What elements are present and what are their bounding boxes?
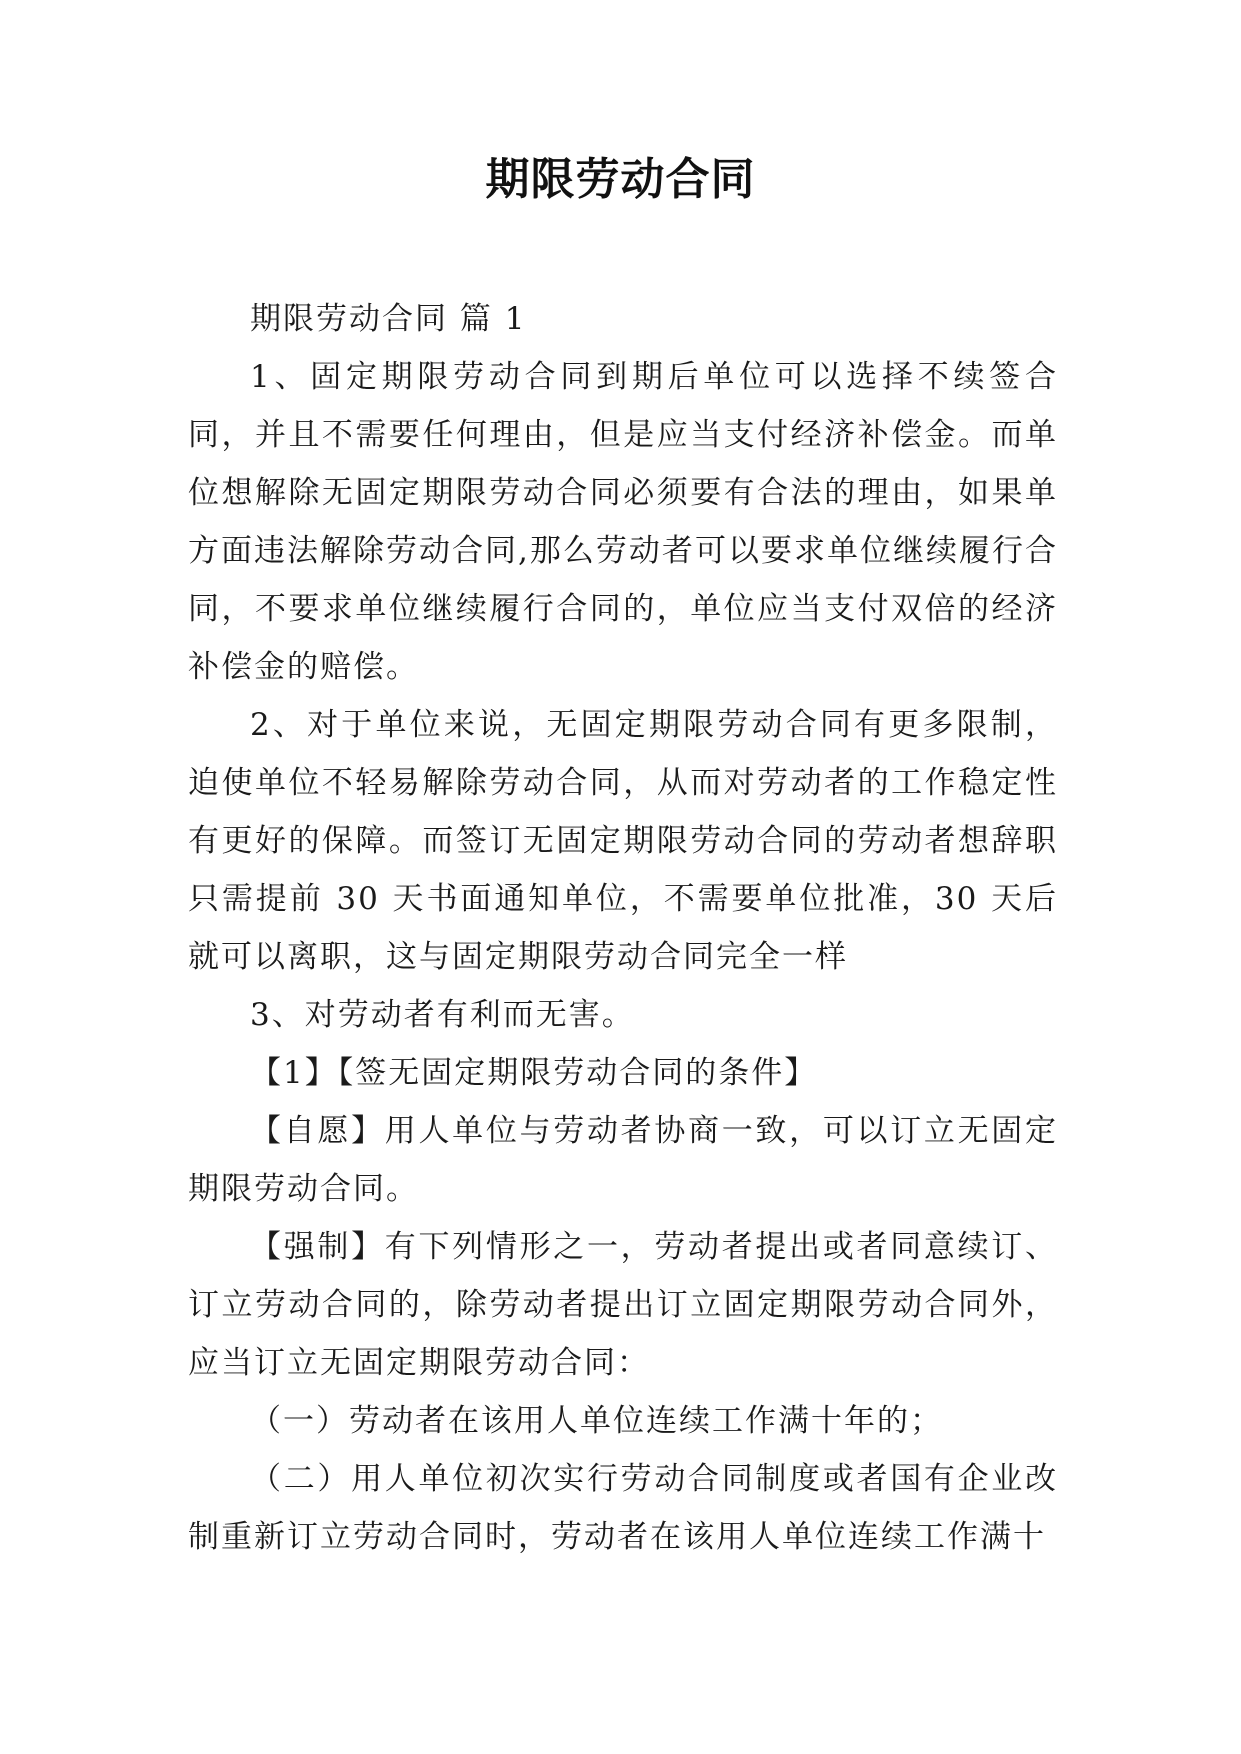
document-body (188, 290, 1058, 1566)
document-title: 期限劳动合同 (485, 154, 756, 205)
paragraph-1: 1、固定期限劳动合同到期后单位可以选择不续签合同，并且不需要任何理由，但是应当支付经济补偿金。而单位想解除无固定期限劳动合同必须要有合法的理由，如果单方面违法解除劳动合同,那么劳动者可以要求单位继续履行合同，不要求单位继续履行合同的，单位应当支付双倍的经济补偿金的赔偿。 (188, 359, 1058, 685)
mandatory-paragraph: 【强制】有下列情形之一，劳动者提出或者同意续订、订立劳动合同的，除劳动者提出订立固定期限劳动合同外，应当订立无固定期限劳动合同： (188, 1229, 1058, 1381)
condition-item-2: （二）用人单位初次实行劳动合同制度或者国有企业改制重新订立劳动合同时，劳动者在该用人单位连续工作满十 (188, 1461, 1058, 1555)
paragraph-3: 3、对劳动者有利而无害。 (250, 997, 635, 1033)
voluntary-paragraph: 【自愿】用人单位与劳动者协商一致，可以订立无固定期限劳动合同。 (188, 1113, 1058, 1207)
section-heading: 期限劳动合同 篇 1 (250, 301, 527, 337)
condition-item-1: （一）劳动者在该用人单位连续工作满十年的； (250, 1403, 943, 1439)
paragraph-2: 2、对于单位来说，无固定期限劳动合同有更多限制，迫使单位不轻易解除劳动合同，从而对劳动者的工作稳定性有更好的保障。而签订无固定期限劳动合同的劳动者想辞职只需提前 30 天书面通知单位，不需要单位批准，30 天后就可以离职，这与固定期限劳动合同完全一样 (188, 707, 1058, 975)
conditions-heading: 【1】【签无固定期限劳动合同的条件】 (250, 1055, 818, 1091)
